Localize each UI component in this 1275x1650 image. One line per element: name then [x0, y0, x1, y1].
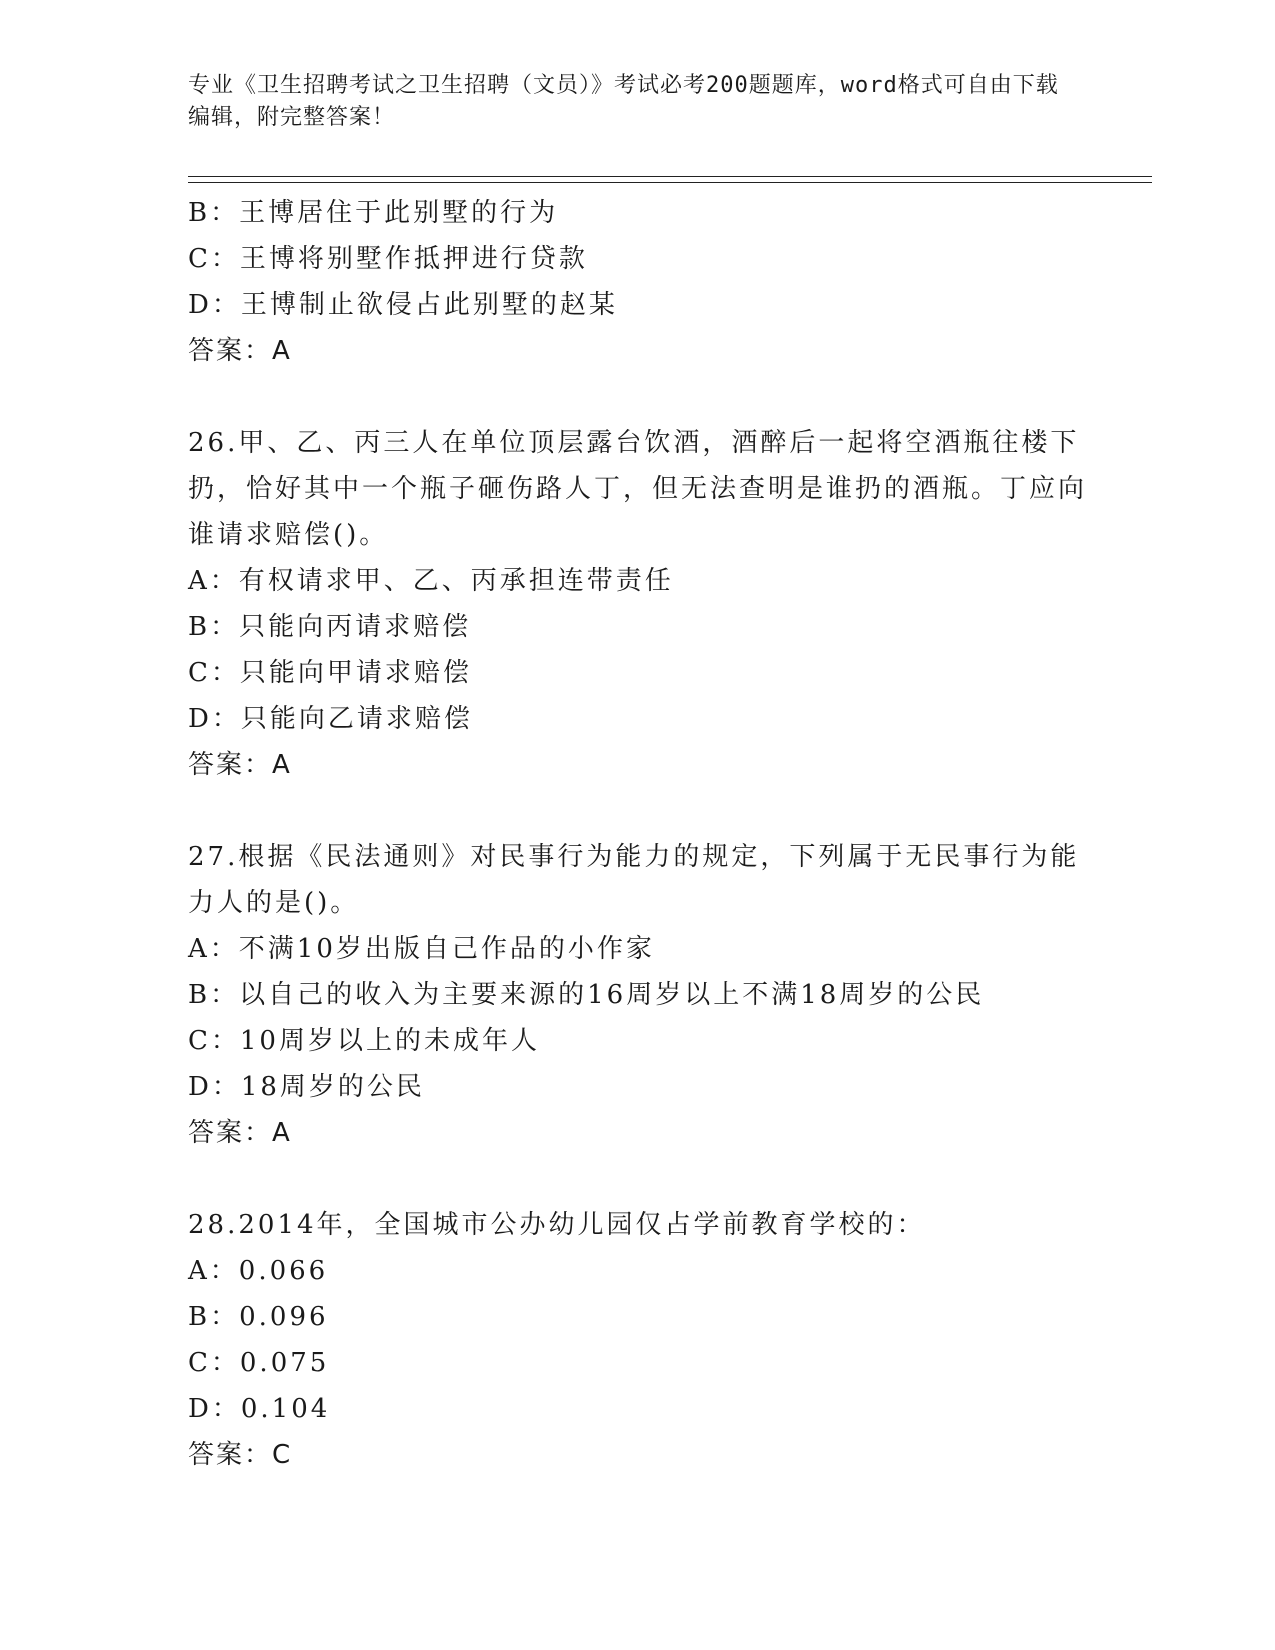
option-d: D：18周岁的公民: [188, 1072, 425, 1102]
option-b: B：只能向丙请求赔偿: [188, 612, 472, 642]
option-c: C：10周岁以上的未成年人: [188, 1026, 540, 1056]
option-b: B：0.096: [188, 1302, 329, 1332]
option-b: B：王博居住于此别墅的行为: [188, 198, 559, 228]
option-a: A：有权请求甲、乙、丙承担连带责任: [188, 566, 674, 596]
option-c: C：0.075: [188, 1348, 330, 1378]
option-d: D：只能向乙请求赔偿: [188, 704, 473, 734]
option-c: C：王博将别墅作抵押进行贷款: [188, 244, 588, 274]
question-27: [188, 834, 1108, 1156]
question-25-tail: [188, 190, 1108, 374]
answer-line: 答案：A: [188, 750, 292, 780]
option-a: A：0.066: [188, 1256, 329, 1286]
question-26: [188, 420, 1108, 788]
option-c: C：只能向甲请求赔偿: [188, 658, 472, 688]
question-text: 26.甲、乙、丙三人在单位顶层露台饮酒，酒醉后一起将空酒瓶往楼下扔，恰好其中一个瓶子砸伤路人丁，但无法查明是谁扔的酒瓶。丁应向谁请求赔偿()。: [188, 428, 1088, 550]
header-divider: [188, 176, 1152, 183]
option-d: D：王博制止欲侵占此别墅的赵某: [188, 290, 618, 320]
document-header: 专业《卫生招聘考试之卫生招聘（文员）》考试必考200题题库，word格式可自由下载编辑，附完整答案！: [188, 73, 1059, 130]
document-body: [188, 190, 1108, 1478]
question-text: 27.根据《民法通则》对民事行为能力的规定，下列属于无民事行为能力人的是()。: [188, 842, 1080, 918]
answer-line: 答案：A: [188, 1118, 292, 1148]
answer-line: 答案：A: [188, 336, 292, 366]
option-a: A：不满10岁出版自己作品的小作家: [188, 934, 655, 964]
option-b: B：以自己的收入为主要来源的16周岁以上不满18周岁的公民: [188, 980, 985, 1010]
question-28: [188, 1202, 1108, 1478]
question-text: 28.2014年，全国城市公办幼儿园仅占学前教育学校的：: [188, 1210, 926, 1240]
option-d: D：0.104: [188, 1394, 331, 1424]
answer-line: 答案：C: [188, 1440, 293, 1470]
